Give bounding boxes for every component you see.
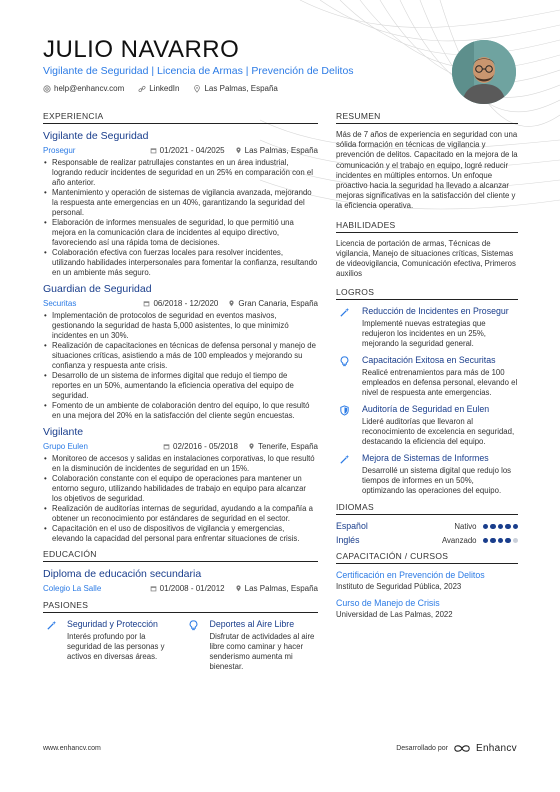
map-pin-icon [248,443,255,450]
enhancv-logo-icon [453,744,471,753]
job-location-text: Gran Canaria, España [238,299,318,308]
summary-text: Más de 7 años de experiencia en seguridad con una sólida formación en técnicas de vigilancia y prevención de delitos. Capacitado en la mejora de la comunicación y el trabajo en equipo, logré reducir incidentes en múltiples entornos. Un enfoque proactivo hacia la seguridad ha llevado a alcanzar mejoras significativas en la satisfacción del cliente y la eficiencia operativa. [336,130,518,211]
experience-list [43,130,318,544]
job-title: Vigilante [43,426,84,438]
right-column [336,111,518,626]
passion-desc: Interés profundo por la seguridad de las personas y activos en diversas áreas. [67,632,165,661]
rating-dot [513,538,519,544]
language-rating [483,524,519,530]
education-meta [43,583,318,594]
map-pin-icon [235,147,242,154]
job-bullet: • Colaboración constante con el equipo de operaciones para mantener un entorno seguro, utilizando habilidades de trabajo en equipo para alcanzar los objetivos de seguridad. [43,474,318,504]
achievement-title: Mejora de Sistemas de Informes [362,453,489,464]
education-school: Colegio La Salle [43,584,102,593]
language-rating [483,538,519,544]
job-meta [43,145,318,156]
education-location [235,583,318,594]
rating-dot [498,524,504,530]
email-contact[interactable] [43,84,124,93]
achievements-list [336,306,518,496]
footer-brand-name: Enhancv [475,743,517,754]
wand-icon [46,620,57,631]
experience-entry [43,283,318,421]
map-pin-icon [228,300,235,307]
job-dates-text: 01/2021 - 04/2025 [159,146,225,155]
achievement-item [336,355,518,398]
achievements-heading: LOGROS [336,287,518,300]
passions-heading: PASIONES [43,600,318,613]
achievement-item [336,453,518,496]
skills-text: Licencia de portación de armas, Técnicas de vigilancia, Manejo de situaciones críticas, Sistemas de videovigilancia, Comunicación efectiva, Primeros auxilios [336,238,516,279]
rating-dot [483,538,489,544]
language-name: Inglés [336,535,360,546]
wand-icon [339,454,350,465]
summary-heading: RESUMEN [336,111,518,124]
job-dates-text: 06/2018 - 12/2020 [153,299,219,308]
candidate-name: JULIO NAVARRO [43,36,240,63]
map-pin-icon [193,85,201,93]
job-bullets [43,454,318,544]
job-bullet: • Capacitación en el uso de dispositivos de vigilancia y emergencias, elevando la capacidad del personal para enfrentar situaciones de crisis. [43,524,318,544]
course-institution: Universidad de Las Palmas, 2022 [336,610,453,620]
language-item [336,535,518,545]
job-bullet: • Desarrollo de un sistema de informes digital que redujo el tiempo de reportes en un 50%, aumentando la eficiencia operativa del equipo de seguridad. [43,371,318,401]
experience-entry [43,130,318,278]
contact-row [43,84,443,93]
job-dates-text: 02/2016 - 05/2018 [173,442,238,451]
education-dates-text: 01/2008 - 01/2012 [159,584,225,593]
course-item [336,570,518,592]
job-location-text: Las Palmas, España [244,146,318,155]
course-title: Curso de Manejo de Crisis [336,598,440,609]
footer-site[interactable]: www.enhancv.com [43,745,101,752]
job-bullet: • Realización de auditorías internas de seguridad, ayudando a la compañía a obtener un reconocimiento por estándares de seguridad en el sector. [43,504,318,524]
education-entry [43,568,318,594]
job-location-text: Tenerife, España [257,442,318,451]
rating-dot [505,538,511,544]
calendar-icon [163,443,170,450]
footer-brand [396,743,517,754]
achievement-desc: Lideré auditorías que llevaron al reconocimiento de excelencia en seguridad, destacando la eficiencia del equipo. [362,417,515,447]
job-bullet: • Monitoreo de accesos y salidas en instalaciones corporativas, lo que resultó en la disminución de incidentes de seguridad en un 15%. [43,454,318,474]
passion-item [186,619,319,672]
lightbulb-icon [339,356,350,367]
course-institution: Instituto de Seguridad Pública, 2023 [336,582,462,592]
lightbulb-icon [188,620,199,631]
achievement-title: Reducción de Incidentes en Prosegur [362,306,509,317]
wand-icon [339,307,350,318]
language-name: Español [336,521,368,532]
job-bullet: • Implementación de protocolos de seguridad en eventos masivos, gestionando la seguridad de hasta 5,000 asistentes, lo que minimizó incidentes en un 30%. [43,311,318,341]
profile-photo [452,40,516,104]
skills-heading: HABILIDADES [336,220,518,233]
left-column [43,111,318,672]
passion-title: Seguridad y Protección [67,619,158,629]
shield-icon [339,405,350,416]
achievement-desc: Realicé entrenamientos para más de 100 empleados en defensa personal, elevando el nivel de respuesta ante emergencias. [362,368,518,398]
language-item [336,521,518,531]
calendar-icon [150,585,157,592]
location-contact [193,84,277,93]
job-location [248,441,318,452]
job-meta [43,441,318,452]
course-title: Certificación en Prevención de Delitos [336,570,485,581]
passion-title: Deportes al Aire Libre [209,619,295,629]
calendar-icon [143,300,150,307]
courses-heading: CAPACITACIÓN / CURSOS [336,551,518,564]
job-meta [43,298,318,309]
job-bullet: • Fomento de un ambiente de colaboración dentro del equipo, lo que resultó en una mejora del 20% en la satisfacción del cliente según encuestas. [43,401,318,421]
job-bullets [43,158,318,278]
achievement-title: Capacitación Exitosa en Securitas [362,355,496,366]
email-text: help@enhancv.com [54,84,125,93]
rating-dot [498,538,504,544]
rating-dot [490,524,496,530]
job-title: Vigilante de Seguridad [43,130,149,142]
job-bullet: • Colaboración efectiva con fuerzas locales para resolver incidentes, utilizando habilidades interpersonales para fomentar la confianza, resultando en un ambiente más seguro. [43,248,318,278]
job-bullet: • Responsable de realizar patrullajes constantes en un área industrial, logrando reducir incidentes de seguridad en un 25% en comparación con el año anterior. [43,158,318,188]
candidate-tagline: Vigilante de Seguridad | Licencia de Armas | Prevención de Delitos [43,65,354,77]
job-dates [143,298,218,309]
link-icon [138,85,146,93]
job-company: Prosegur [43,146,76,155]
calendar-icon [150,147,157,154]
job-company: Securitas [43,299,77,308]
job-bullet: • Realización de capacitaciones en técnicas de defensa personal y manejo de situaciones críticas, asistiendo a más de 100 empleados y mejorando su confianza y respuesta ante crisis. [43,341,318,371]
job-title: Guardian de Seguridad [43,283,152,295]
languages-heading: IDIOMAS [336,502,518,515]
rating-dot [505,524,511,530]
achievement-title: Auditoría de Seguridad en Eulen [362,404,490,415]
job-bullet: • Mantenimiento y operación de sistemas de vigilancia avanzada, mejorando la respuesta ante emergencias en un 40%, garantizando la seguridad del personal. [43,188,318,218]
job-company: Grupo Eulen [43,442,88,451]
education-heading: EDUCACIÓN [43,549,318,562]
location-text: Las Palmas, España [204,84,278,93]
achievement-item [336,306,518,349]
job-bullet: • Elaboración de informes mensuales de seguridad, lo que permitió una mejora en la comunicación clara de incidentes al equipo directivo, favoreciendo así una rápida toma de decisiones. [43,218,318,248]
job-location [235,145,318,156]
experience-heading: EXPERIENCIA [43,111,318,124]
map-pin-icon [235,585,242,592]
education-degree: Diploma de educación secundaria [43,568,202,580]
job-dates [163,441,238,452]
rating-dot [513,524,519,530]
experience-entry [43,426,318,544]
language-level: Avanzado [441,535,477,545]
languages-list [336,521,518,545]
job-location [228,298,318,309]
achievement-desc: Implementé nuevas estrategias que redujeron los incidentes en un 25%, mejorando la seguridad general. [362,319,486,349]
achievement-desc: Desarrollé un sistema digital que redujo los tiempos de informes en un 50%, optimizando las operaciones del equipo. [362,466,512,496]
at-icon [43,85,51,93]
job-bullets [43,311,318,421]
avatar [452,40,516,104]
passions-list [43,619,318,672]
language-level: Nativo [454,521,477,531]
education-dates [150,583,225,594]
rating-dot [483,524,489,530]
achievement-item [336,404,518,447]
course-item [336,598,518,620]
resume-header [43,36,443,93]
passion-desc: Disfrutar de actividades al aire libre como caminar y hacer senderismo aumenta mi bienestar. [209,632,315,671]
linkedin-text: LinkedIn [149,84,180,93]
passion-item [43,619,176,672]
rating-dot [490,538,496,544]
job-dates [150,145,225,156]
education-location-text: Las Palmas, España [244,584,318,593]
footer [43,743,517,754]
footer-powered: Desarrollado por [396,745,448,752]
linkedin-contact[interactable] [138,84,179,93]
